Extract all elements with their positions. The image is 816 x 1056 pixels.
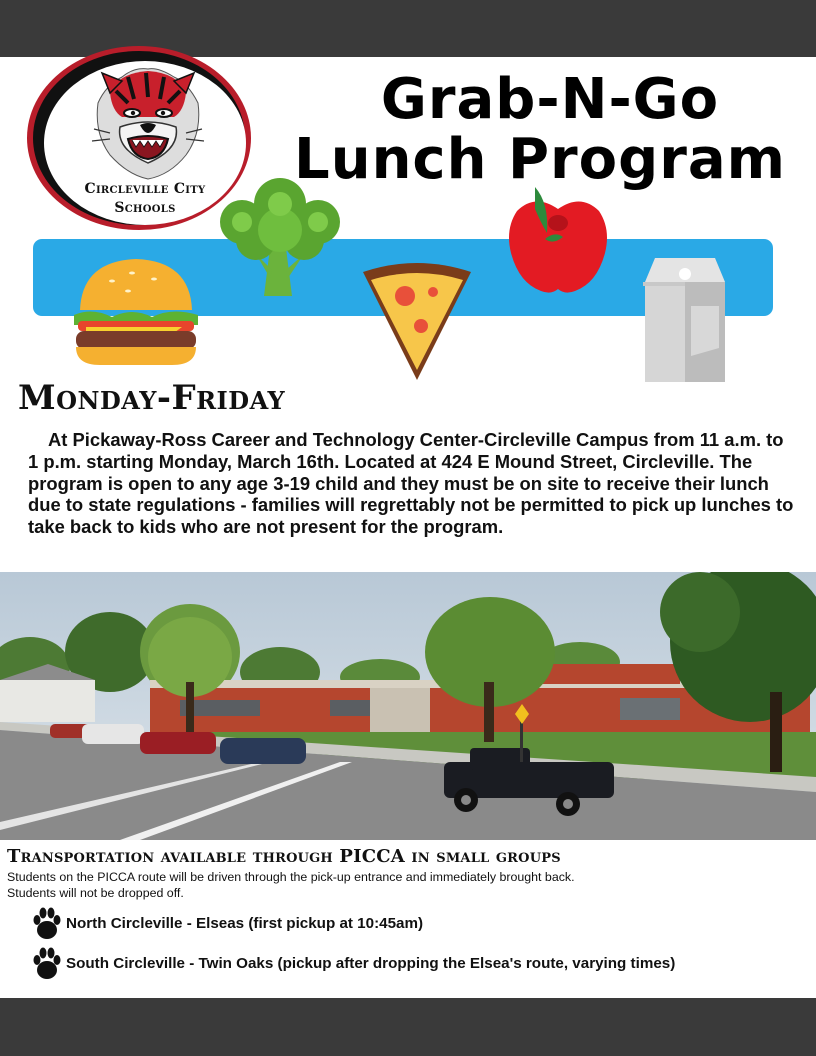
- transportation-heading: Transportation available through PICCA in small groups: [7, 846, 561, 867]
- school-street-photo: [0, 572, 816, 840]
- tiger-mascot-icon: [88, 63, 208, 181]
- transportation-note-1: Students on the PICCA route will be driven through the pick-up entrance and immediately brought back.: [7, 870, 575, 884]
- page-title: [270, 67, 810, 192]
- days-heading: Monday-Friday: [18, 378, 286, 418]
- paw-icon: [32, 906, 62, 940]
- route-item-south: [32, 946, 675, 980]
- route-item-north: [32, 906, 423, 940]
- title-line1: Grab-N-Go: [380, 67, 720, 132]
- program-description: At Pickaway-Ross Career and Technology Center-Circleville Campus from 11 a.m. to 1 p.m. starting Monday, March 16th. Located at 424 E Mound Street, Circleville. The program is open to any age 3-19 child and they must be on site to receive their lunch due to state regulations - families will regrettably not be permitted to pick up lunches to take back to kids who are not present for the program.: [28, 429, 794, 538]
- route-label-north: North Circleville - Elseas (first pickup at 10:45am): [66, 914, 424, 932]
- bottom-bar: [0, 998, 816, 1056]
- milk-carton-icon: [641, 252, 727, 384]
- title-line2: Lunch Program: [294, 127, 786, 192]
- transportation-note-2: Students will not be dropped off.: [7, 886, 184, 900]
- route-label-south: South Circleville - Twin Oaks (pickup after dropping the Elsea's route, varying times): [66, 954, 676, 972]
- burger-icon: [72, 255, 202, 370]
- broccoli-icon: [216, 178, 344, 300]
- logo-text-line1: Circleville City: [84, 181, 206, 197]
- apple-icon: [505, 183, 611, 295]
- paw-icon: [32, 946, 62, 980]
- logo-text-line2: Schools: [114, 200, 176, 216]
- pizza-slice-icon: [361, 258, 473, 382]
